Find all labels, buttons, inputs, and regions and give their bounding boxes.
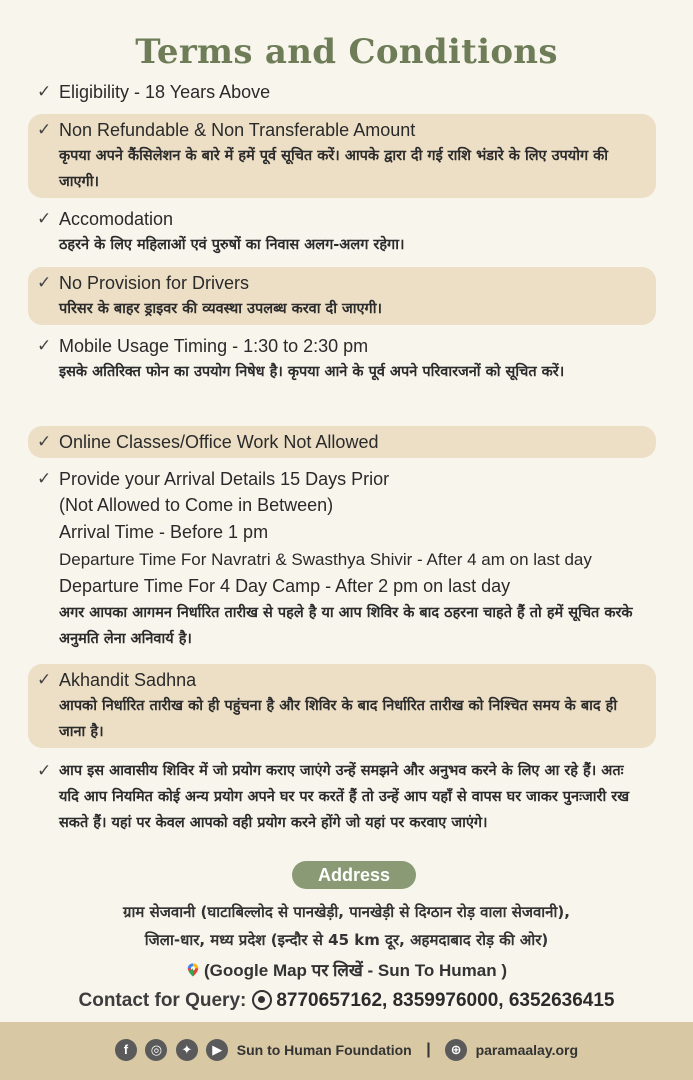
google-map-text: (Google Map पर लिखें - Sun To Human ) (204, 961, 507, 980)
term-heading: Provide your Arrival Details 15 Days Prior (59, 469, 390, 489)
check-icon: ✓ (37, 209, 52, 228)
check-icon: ✓ (37, 761, 52, 781)
term-heading: Online Classes/Office Work Not Allowed (59, 432, 379, 452)
term-hindi-text: ठहरने के लिए महिलाओं एवं पुरुषों का निवास अलग-अलग रहेगा। (59, 237, 405, 253)
youtube-icon[interactable]: ▶ (206, 1039, 228, 1061)
term-hindi-text: कृपया अपने कैंसिलेशन के बारे में हमें पूर्व सूचित करें। आपके द्वारा दी गई राशि भंडारे के लिए उपयोग की जाएगी। (59, 148, 609, 190)
facebook-icon[interactable]: f (115, 1039, 137, 1061)
term-arrival-details (28, 466, 656, 652)
globe-icon: ⊕ (445, 1039, 467, 1061)
address-line-1: ग्राम सेजवानी (घाटाबिल्लोद से पानखेड़ी, पानखेड़ी से दिग्ठान रोड़ वाला सेजवानी), (123, 903, 570, 921)
arrival-line: Departure Time For 4 Day Camp - After 2 pm on last day (59, 576, 511, 596)
term-online-classes (28, 426, 656, 458)
term-accomodation (28, 206, 656, 258)
arrival-line: Departure Time For Navratri & Swasthya Shivir - After 4 am on last day (59, 550, 592, 569)
check-icon: ✓ (37, 469, 52, 488)
term-heading: Akhandit Sadhna (59, 670, 197, 690)
contact-label: Contact for Query: (78, 990, 247, 1011)
term-drivers (28, 267, 656, 325)
check-icon: ✓ (37, 336, 52, 355)
term-hindi-text: इसके अतिरिक्त फोन का उपयोग निषेध है। कृपया आने के पूर्व अपने परिवारजनों को सूचित करें। (59, 364, 565, 380)
arrival-line: (Not Allowed to Come in Between) (59, 495, 334, 515)
term-mobile-usage (28, 333, 656, 385)
contact-phones[interactable]: 8770657162, 8359976000, 6352636415 (276, 990, 615, 1011)
page-title: Terms and Conditions (135, 32, 558, 72)
term-heading: Mobile Usage Timing - 1:30 to 2:30 pm (59, 336, 369, 356)
address-line-2: जिला-धार, मध्य प्रदेश (इन्दौर से 45 km दूर, अहमदाबाद रोड़ की ओर) (144, 931, 549, 949)
check-icon: ✓ (37, 670, 52, 689)
term-hindi-paragraph: आप इस आवासीय शिविर में जो प्रयोग कराए जाएंगे उन्हें समझने और अनुभव करने के लिए आ रहे हैं। अतः यदि आप नियमित कोई अन्य प्रयोग अपने घर पर करतें हैं तो उन्हें आप यहाँ से वापस घर जाकर पुनःजारी रख सकते हैं। यहां पर केवल आपको वही प्रयोग करने होंगे जो यहां पर करवाए जाएंगे। (59, 763, 630, 831)
contact-row (0, 990, 693, 1012)
check-icon: ✓ (37, 273, 52, 292)
term-hindi-text: परिसर के बाहर ड्राइवर की व्यवस्था उपलब्ध करवा दी जाएगी। (59, 301, 382, 317)
map-pin-icon (186, 963, 200, 977)
term-hindi-text: अगर आपका आगमन निर्धारित तारीख से पहले है या आप शिविर के बाद ठहरना चाहते हैं तो हमें सूचित करके अनुमति लेना अनिवार्य है। (59, 605, 633, 647)
term-hindi-text (28, 758, 656, 836)
term-heading: Accomodation (59, 209, 174, 229)
whatsapp-icon (252, 990, 272, 1010)
address-badge: Address (292, 861, 416, 889)
term-heading: Eligibility - 18 Years Above (59, 82, 271, 102)
term-non-refundable (28, 114, 656, 198)
term-heading: No Provision for Drivers (59, 273, 250, 293)
term-practice-note (28, 758, 656, 836)
social-handle[interactable]: Sun to Human Foundation (236, 1042, 412, 1058)
arrival-line: Arrival Time - Before 1 pm (59, 522, 269, 542)
check-icon: ✓ (37, 120, 52, 139)
term-heading: Non Refundable & Non Transferable Amount (59, 120, 416, 140)
google-map-hint (0, 958, 693, 981)
twitter-icon[interactable]: ✦ (176, 1039, 198, 1061)
check-icon: ✓ (37, 82, 52, 101)
term-hindi-text: आपको निर्धारित तारीख को ही पहुंचना है और शिविर के बाद निर्धारित तारीख को निश्चित समय के बाद ही जाना है। (59, 698, 618, 740)
instagram-icon[interactable]: ◎ (145, 1039, 167, 1061)
term-eligibility (28, 79, 656, 105)
check-icon: ✓ (37, 432, 52, 451)
website-link[interactable]: paramaalay.org (475, 1042, 579, 1058)
footer-separator: | (426, 1041, 431, 1058)
footer-bar (0, 1022, 693, 1080)
term-akhandit-sadhna (28, 664, 656, 748)
